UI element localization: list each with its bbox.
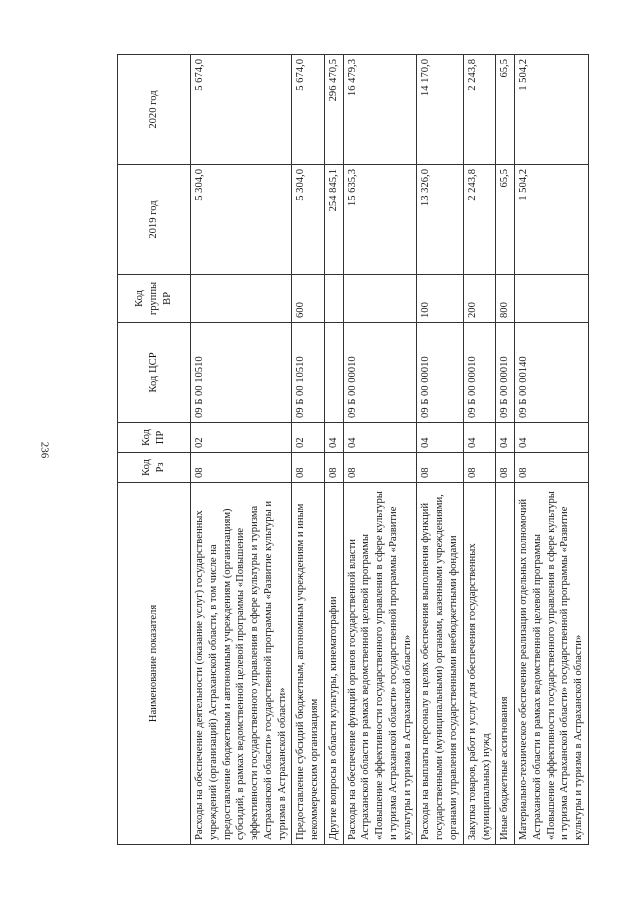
row-pr: 02 bbox=[292, 423, 325, 453]
row-2020: 296 470,5 bbox=[324, 55, 343, 165]
row-pr: 04 bbox=[417, 423, 463, 453]
row-rz: 08 bbox=[515, 453, 589, 483]
row-csr bbox=[324, 323, 343, 423]
row-pr: 02 bbox=[191, 423, 292, 453]
row-2020: 65,5 bbox=[496, 55, 515, 165]
table-row bbox=[496, 55, 515, 845]
row-rz: 08 bbox=[191, 453, 292, 483]
table-row bbox=[324, 55, 343, 845]
row-pr: 04 bbox=[496, 423, 515, 453]
row-pr: 04 bbox=[515, 423, 589, 453]
budget-table-container bbox=[117, 55, 585, 845]
header-pr: Код ПР bbox=[118, 423, 191, 453]
row-csr: 09 Б 00 00010 bbox=[463, 323, 496, 423]
row-2019: 5 304,0 bbox=[191, 165, 292, 275]
row-2020: 1 504,2 bbox=[515, 55, 589, 165]
row-pr: 04 bbox=[343, 423, 417, 453]
row-rz: 08 bbox=[324, 453, 343, 483]
header-rz: Код Рз bbox=[118, 453, 191, 483]
row-vr bbox=[343, 275, 417, 323]
row-2019: 2 243,8 bbox=[463, 165, 496, 275]
row-name: Расходы на обеспечение функций органов государственной власти Астраханской области в рамках ведомственной целевой программы «Повышение эффективности государственного управления в сфере культуры и туризма Астраханской области» государственной программы «Развитие культуры и туризма в Астраханской области» bbox=[343, 483, 417, 845]
table-row bbox=[417, 55, 463, 845]
table-header-row bbox=[118, 55, 191, 845]
header-2019: 2019 год bbox=[118, 165, 191, 275]
row-2020: 5 674,0 bbox=[292, 55, 325, 165]
row-vr bbox=[515, 275, 589, 323]
row-vr bbox=[191, 275, 292, 323]
row-2019: 254 845,1 bbox=[324, 165, 343, 275]
header-2020: 2020 год bbox=[118, 55, 191, 165]
row-csr: 09 Б 00 10510 bbox=[292, 323, 325, 423]
row-csr: 09 Б 00 00010 bbox=[417, 323, 463, 423]
row-vr: 600 bbox=[292, 275, 325, 323]
row-rz: 08 bbox=[496, 453, 515, 483]
row-pr: 04 bbox=[324, 423, 343, 453]
table-row bbox=[463, 55, 496, 845]
row-2019: 5 304,0 bbox=[292, 165, 325, 275]
table-row bbox=[515, 55, 589, 845]
row-name: Материально-техническое обеспечение реализации отдельных полномочий Астраханской области в рамках ведомственной целевой программы «Повышение эффективности государственного управления в сфере культуры и туризма Астраханской области» государственной программы «Развитие культуры и туризма в Астраханской области» bbox=[515, 483, 589, 845]
row-2019: 65,5 bbox=[496, 165, 515, 275]
row-csr: 09 Б 00 00010 bbox=[496, 323, 515, 423]
table-row bbox=[191, 55, 292, 845]
row-rz: 08 bbox=[343, 453, 417, 483]
row-vr: 100 bbox=[417, 275, 463, 323]
row-csr: 09 Б 00 10510 bbox=[191, 323, 292, 423]
row-rz: 08 bbox=[463, 453, 496, 483]
header-name: Наименование показателя bbox=[118, 483, 191, 845]
row-2019: 13 326,0 bbox=[417, 165, 463, 275]
row-rz: 08 bbox=[417, 453, 463, 483]
row-name: Предоставление субсидий бюджетным, автономным учреждениям и иным некоммерческим организациям bbox=[292, 483, 325, 845]
row-csr: 09 Б 00 00010 bbox=[343, 323, 417, 423]
row-name: Закупка товаров, работ и услуг для обеспечения государственных (муниципальных) нужд bbox=[463, 483, 496, 845]
row-pr: 04 bbox=[463, 423, 496, 453]
row-vr: 800 bbox=[496, 275, 515, 323]
page-number: 236 bbox=[38, 441, 51, 459]
header-vr: Код группы ВР bbox=[118, 275, 191, 323]
table-row bbox=[292, 55, 325, 845]
row-rz: 08 bbox=[292, 453, 325, 483]
row-2019: 1 504,2 bbox=[515, 165, 589, 275]
row-name: Расходы на выплаты персоналу в целях обеспечения выполнения функций государственными (муниципальными) органами, казенными учреждениями, органами управления государственными внебюджетными фондами bbox=[417, 483, 463, 845]
row-2020: 2 243,8 bbox=[463, 55, 496, 165]
row-2020: 16 479,3 bbox=[343, 55, 417, 165]
row-2020: 14 170,0 bbox=[417, 55, 463, 165]
row-name: Иные бюджетные ассигнования bbox=[496, 483, 515, 845]
row-vr bbox=[324, 275, 343, 323]
row-name: Расходы на обеспечение деятельности (оказание услуг) государственных учреждений (организаций) Астраханской области, в том числе на предоставление бюджетным и автономным учреждениям (организациям) субсидий, в рамках ведомственной целевой программы «Повышение эффективности государственного управления в сфере культуры и туризма Астраханской области» государственной программы «Развитие культуры и туризма в Астраханской области» bbox=[191, 483, 292, 845]
header-csr: Код ЦСР bbox=[118, 323, 191, 423]
row-name: Другие вопросы в области культуры, кинематографии bbox=[324, 483, 343, 845]
row-csr: 09 Б 00 00140 bbox=[515, 323, 589, 423]
row-vr: 200 bbox=[463, 275, 496, 323]
row-2019: 15 635,3 bbox=[343, 165, 417, 275]
table-row bbox=[343, 55, 417, 845]
budget-table bbox=[117, 54, 589, 845]
row-2020: 5 674,0 bbox=[191, 55, 292, 165]
